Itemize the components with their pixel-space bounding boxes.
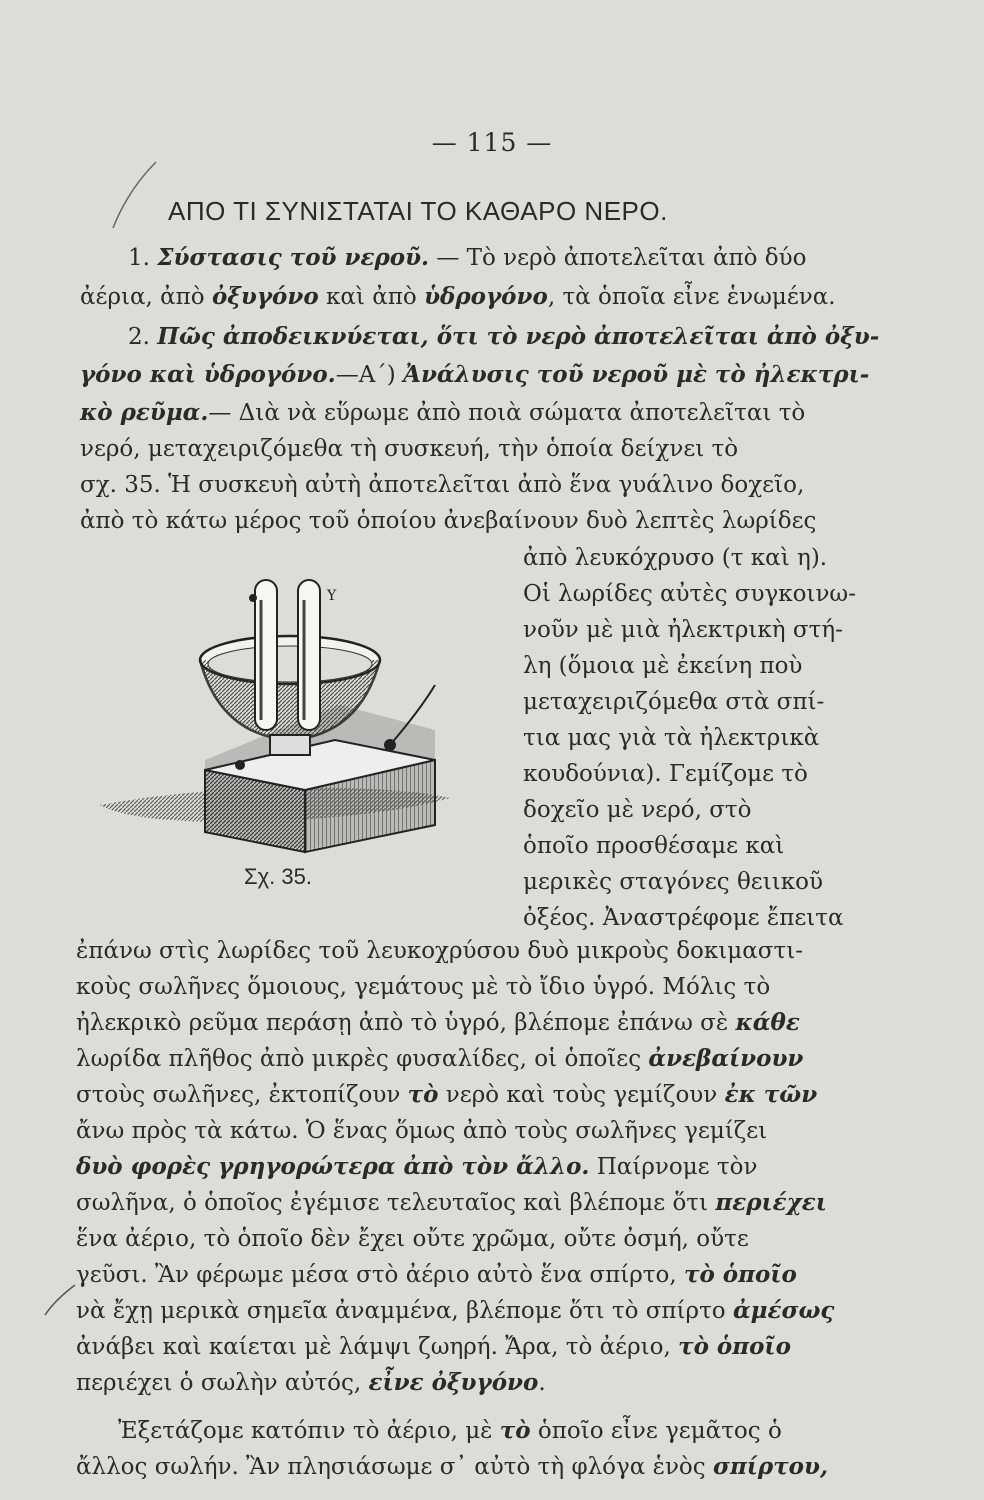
text-line-7: σχ. 35. Ἡ συσκευὴ αὐτὴ ἀποτελεῖται ἀπὸ ἕνα γυάλινο δοχεῖο, xyxy=(80,472,805,498)
bold-segment: Σύστασις τοῦ νεροῦ. xyxy=(157,244,430,271)
text-line-lower: ἐπάνω στὶς λωρίδες τοῦ λευκοχρύσου δυὸ μικροὺς δοκιμαστι- xyxy=(76,938,803,964)
text-segment: ἀνάβει καὶ καίεται μὲ λάμψι ζωηρή. Ἄρα, τὸ ἀέριο, xyxy=(76,1334,679,1360)
bold-segment: ὑδρογόνο xyxy=(424,283,548,310)
text-line-6: νερό, μεταχειριζόμεθα τὴ συσκευή, τὴν ὁποία δείχνει τὸ xyxy=(80,436,739,462)
text-segment: ἠλεκρικὸ ρεῦμα περάσῃ ἀπὸ τὸ ὑγρό, βλέπομε ἐπάνω σὲ xyxy=(76,1010,736,1036)
text-line-3 xyxy=(128,322,879,352)
side-text-line: ὀξέος. Ἀναστρέφομε ἔπειτα xyxy=(523,905,844,931)
text-segment: , τὰ ὁποῖα εἶνε ἑνωμένα. xyxy=(547,284,836,310)
text-segment: σωλῆνα, ὁ ὁποῖος ἐγέμισε τελευταῖος καὶ βλέπομε ὅτι xyxy=(76,1190,716,1216)
bold-segment: κάθε xyxy=(735,1009,800,1036)
text-line-lower xyxy=(76,1368,546,1398)
text-line-lower xyxy=(76,1332,791,1362)
side-text-line: ἀπὸ λευκόχρυσο (τ καὶ η). xyxy=(523,545,828,571)
side-text-line: κουδούνια). Γεμίζομε τὸ xyxy=(523,761,808,787)
text-line-5 xyxy=(80,398,805,428)
text-segment: γεῦσι. Ἂν φέρωμε μέσα στὸ ἀέριο αὐτὸ ἕνα σπίρτο, xyxy=(76,1262,684,1288)
side-text-line: τια μας γιὰ τὰ ἠλεκτρικὰ xyxy=(523,725,820,751)
bold-segment: ἐκ τῶν xyxy=(724,1081,818,1108)
side-text-line: δοχεῖο μὲ νερό, στὸ xyxy=(523,797,752,823)
text-segment: καὶ ἀπὸ xyxy=(318,284,425,310)
text-line-lower xyxy=(76,1152,757,1182)
text-line-lower xyxy=(76,1188,827,1218)
svg-text:Υ: Υ xyxy=(327,588,337,604)
bold-segment: κὸ ρεῦμα. xyxy=(80,399,209,426)
electrolysis-apparatus-illustration xyxy=(90,560,530,870)
figure-caption: Σχ. 35. xyxy=(244,864,312,889)
text-line-1 xyxy=(128,243,806,273)
text-segment: περιέχει ὁ σωλὴν αὐτός, xyxy=(76,1370,369,1396)
text-line-lower xyxy=(76,1008,800,1038)
text-line-8: ἀπὸ τὸ κάτω μέρος τοῦ ὁποίου ἀνεβαίνουν δυὸ λεπτὲς λωρίδες xyxy=(80,508,817,534)
text-line-lower xyxy=(76,1296,834,1326)
text-segment: 2. xyxy=(128,324,158,350)
text-segment: — Τὸ νερὸ ἀποτελεῖται ἀπὸ δύο xyxy=(429,245,807,271)
bold-segment: τὸ xyxy=(499,1417,531,1444)
bold-segment: γόνο καὶ ὑδρογόνο. xyxy=(80,361,336,388)
text-segment: στοὺς σωλῆνες, ἐκτοπίζουν xyxy=(76,1082,408,1108)
text-segment: Παίρνομε τὸν xyxy=(589,1154,758,1180)
page-number: — 115 — xyxy=(431,128,553,157)
text-segment: 1. xyxy=(128,245,158,271)
text-line-lower xyxy=(118,1416,782,1446)
bold-segment: ὀξυγόνο xyxy=(211,283,319,310)
text-line-lower xyxy=(76,1452,828,1482)
text-segment: νερὸ καὶ τοὺς γεμίζουν xyxy=(438,1082,725,1108)
side-text-line: μερικὲς σταγόνες θειικοῦ xyxy=(523,869,823,895)
bold-segment: τὸ xyxy=(407,1081,439,1108)
text-line-lower xyxy=(76,1044,803,1074)
bold-segment: τὸ ὁποῖο xyxy=(683,1261,797,1288)
bold-segment: Πῶς ἀποδεικνύεται, ὅτι τὸ νερὸ ἀποτελεῖται ἀπὸ ὀξυ- xyxy=(157,323,880,350)
side-text-line: Οἱ λωρίδες αὐτὲς συγκοινω- xyxy=(523,581,856,607)
bold-segment: δυὸ φορὲς γρηγορώτερα ἀπὸ τὸν ἄλλο. xyxy=(76,1153,590,1180)
bold-segment: περιέχει xyxy=(715,1189,827,1216)
text-segment: — Διὰ νὰ εὕρωμε ἀπὸ ποιὰ σώματα ἀποτελεῖται τὸ xyxy=(208,400,806,426)
bold-segment: ἀνεβαίνουν xyxy=(648,1045,804,1072)
apparatus-figure xyxy=(90,560,530,870)
text-segment: ἄλλος σωλήν. Ἂν πλησιάσωμε σ᾿ αὐτὸ τὴ φλόγα ἑνὸς xyxy=(76,1454,713,1480)
side-text-line: νοῦν μὲ μιὰ ἠλεκτρικὴ στή- xyxy=(523,617,843,643)
text-line-4 xyxy=(80,360,869,390)
text-segment: —Α΄) xyxy=(335,362,404,388)
text-segment: . xyxy=(538,1370,546,1396)
pencil-mark xyxy=(108,160,158,230)
text-segment: νὰ ἔχῃ μερικὰ σημεῖα ἀναμμένα, βλέπομε ὅτι τὸ σπίρτο xyxy=(76,1298,733,1324)
text-line-lower: ἕνα ἀέριο, τὸ ὁποῖο δὲν ἔχει οὔτε χρῶμα, οὔτε ὀσμή, οὔτε xyxy=(76,1226,749,1252)
chapter-title: ΑΠΟ ΤΙ ΣΥΝΙΣΤΑΤΑΙ ΤΟ ΚΑΘΑΡΟ ΝΕΡΟ. xyxy=(168,196,668,226)
side-text-line: μεταχειριζόμεθα στὰ σπί- xyxy=(523,689,825,715)
bold-segment: τὸ ὁποῖο xyxy=(678,1333,791,1360)
bold-segment: ἀμέσως xyxy=(732,1297,835,1324)
bold-segment: εἶνε ὀξυγόνο xyxy=(368,1369,539,1396)
text-segment: ἀέρια, ἀπὸ xyxy=(80,284,212,310)
bold-segment: Ἀνάλυσις τοῦ νεροῦ μὲ τὸ ἠλεκτρι- xyxy=(403,361,870,388)
text-line-lower xyxy=(76,1260,797,1290)
side-text-line: ὁποῖο προσθέσαμε καὶ xyxy=(523,833,785,859)
text-segment: Ἐξετάζομε κατόπιν τὸ ἀέριο, μὲ xyxy=(118,1418,500,1444)
side-text-line: λη (ὅμοια μὲ ἐκείνη ποὺ xyxy=(523,653,803,679)
text-line-lower: ἄνω πρὸς τὰ κάτω. Ὁ ἕνας ὅμως ἀπὸ τοὺς σωλῆνες γεμίζει xyxy=(76,1118,768,1144)
text-segment: λωρίδα πλῆθος ἀπὸ μικρὲς φυσαλίδες, οἱ ὁποῖες xyxy=(76,1046,649,1072)
pencil-mark xyxy=(40,1280,80,1320)
text-line-2 xyxy=(80,282,836,312)
text-line-lower xyxy=(76,1080,817,1110)
bold-segment: σπίρτου, xyxy=(712,1453,828,1480)
text-segment: ὁποῖο εἶνε γεμᾶτος ὁ xyxy=(530,1418,782,1444)
text-line-lower: κοὺς σωλῆνες ὅμοιους, γεμάτους μὲ τὸ ἴδιο ὑγρό. Μόλις τὸ xyxy=(76,974,771,1000)
